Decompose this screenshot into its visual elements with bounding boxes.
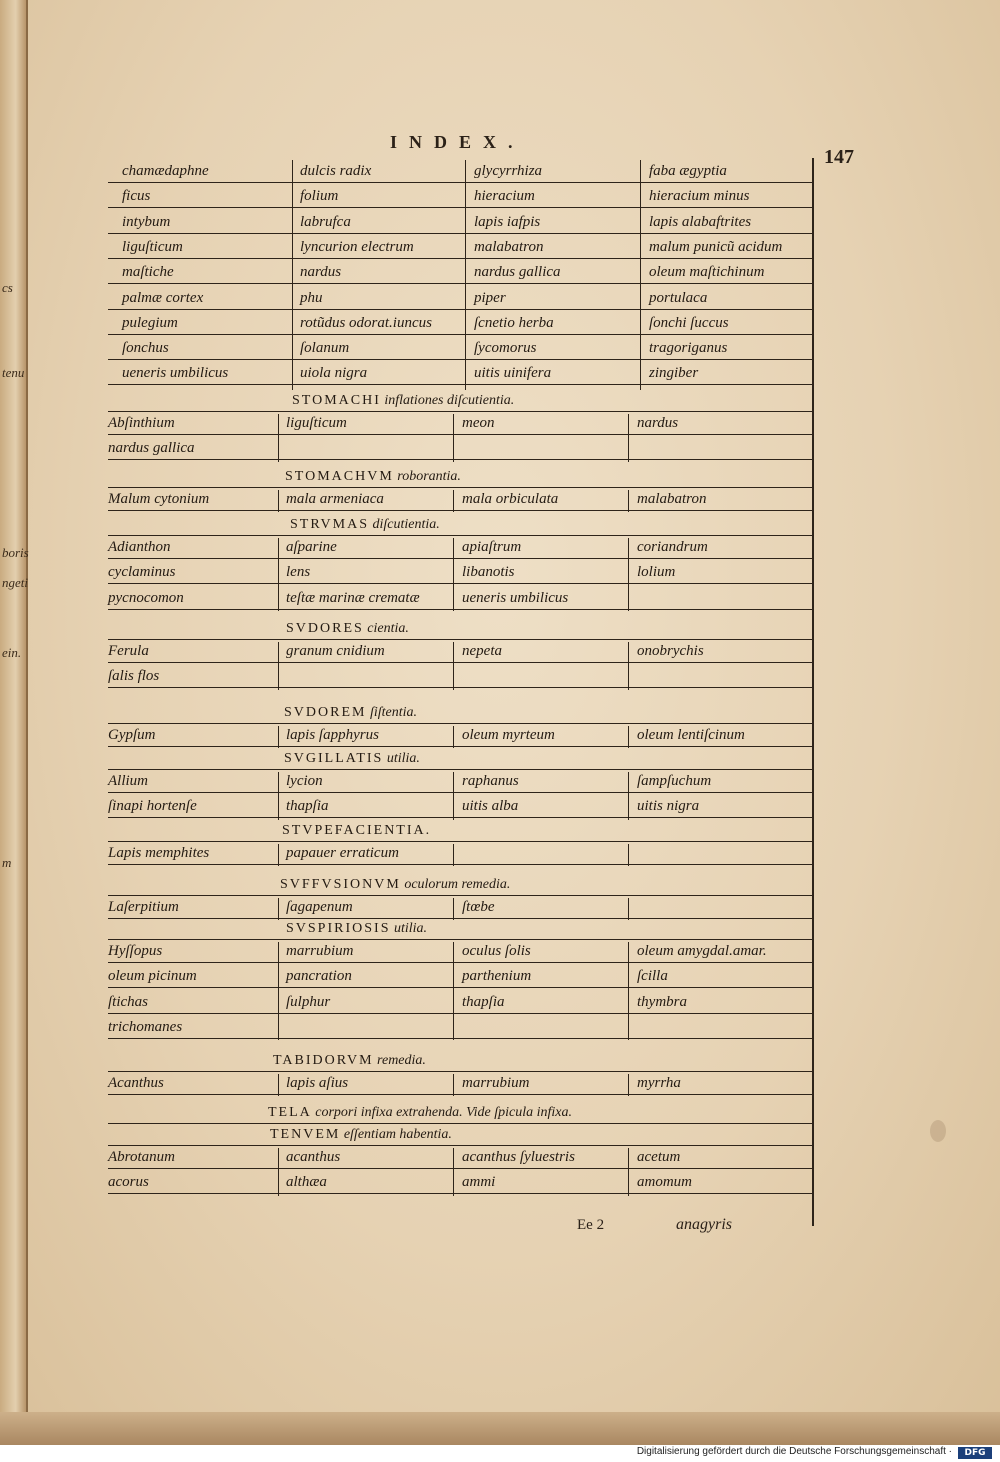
column-rule [278,1148,279,1196]
section-heading [270,1126,452,1144]
index-entry: intybum [122,213,171,230]
column-rule [628,772,629,820]
index-entry: lapis alabaftrites [649,213,752,230]
section-qualifier: roborantia. [393,469,461,484]
column-rule [278,642,279,690]
section-keyword: TENVEM [270,1127,341,1142]
column-rule [453,844,454,866]
index-entry: dulcis radix [300,163,372,179]
index-entry: ueneris umbilicus [122,365,229,382]
section-keyword: SVDOREM [284,705,367,720]
row-rule [108,817,812,818]
index-entry: chamædaphne [122,163,209,179]
section-keyword: STOMACHI [292,393,381,408]
column-rule [278,538,279,611]
index-entry: ſagapenum [286,899,353,915]
row-rule [108,918,812,919]
index-entry: amomum [637,1174,692,1191]
column-rule [278,726,279,748]
section-heading [273,1052,426,1070]
row-rule [108,283,812,284]
index-entry: lens [286,564,311,581]
column-rule [453,490,454,512]
index-entry: ſtœbe [462,899,495,915]
row-rule [108,182,812,183]
index-entry: nepeta [462,643,502,659]
running-head: INDEX. [390,132,525,152]
section-heading [268,1104,572,1122]
index-entry: cyclaminus [108,564,176,581]
page-bottom-edge [0,1412,1000,1445]
index-entry: thymbra [637,993,687,1010]
index-entry: oleum lentiſcinum [637,727,745,743]
index-entry: uiola nigra [300,365,368,382]
index-entry: zingiber [649,365,699,382]
column-rule [453,898,454,920]
left-page-fragment: ngeti [2,575,28,590]
index-entry: oleum maſtichinum [649,264,765,281]
index-entry: ſonchi ſuccus [649,314,729,331]
index-entry: Ferula [108,643,149,659]
section-qualifier: diſcutientia. [369,517,440,532]
row-rule [108,895,812,896]
index-entry: oculus ſolis [462,943,531,959]
section-qualifier: eſſentiam habentia. [340,1127,452,1142]
row-rule [108,583,812,584]
index-entry: ſcnetio herba [474,314,554,331]
row-rule [108,411,812,412]
row-rule [108,746,812,747]
section-qualifier: inflationes diſcutientia. [380,393,515,408]
row-rule [108,723,812,724]
index-entry: ſampſuchum [637,773,712,789]
index-entry: malabatron [637,491,707,507]
index-entry: raphanus [462,773,519,789]
index-entry: pycnocomon [108,589,184,606]
left-page-fragment: m [2,855,12,870]
index-entry: marrubium [462,1075,530,1091]
index-entry: ſonchus [122,340,169,357]
column-rule [453,942,454,1040]
index-entry: glycyrrhiza [474,163,543,179]
column-rule [628,642,629,690]
left-page-fragment: ein. [2,645,22,660]
section-qualifier: cientia. [363,621,409,636]
index-entry: ueneris umbilicus [462,589,569,606]
row-rule [108,639,812,640]
row-rule [108,207,812,208]
section-heading [282,822,431,840]
section-heading [290,516,440,534]
section-keyword: SVFFVSIONVM [280,877,401,892]
row-rule [108,1038,812,1039]
index-entry: ammi [462,1174,496,1191]
index-entry: ſtichas [108,993,148,1010]
section-keyword: SVSPIRIOSIS [286,921,391,936]
row-rule [108,334,812,335]
section-heading [284,704,417,722]
index-entry: ſinapi hortenſe [108,798,197,815]
column-rule [278,942,279,1040]
section-qualifier: utilia. [390,921,428,936]
index-entry: malum punicũ acidum [649,238,783,255]
index-entry: thapſia [286,798,329,815]
section-heading [284,750,420,768]
section-heading [286,620,409,638]
index-entry: Lapis memphites [108,845,210,861]
index-entry: malabatron [474,238,544,255]
column-rule [453,772,454,820]
index-entry: piper [474,289,506,306]
page-number: 147 [824,146,854,168]
signature-mark: Ee 2 [577,1217,605,1233]
row-rule [108,864,812,865]
index-entry: ficus [122,188,151,205]
row-rule [108,987,812,988]
index-entry: Laſerpitium [108,899,179,915]
index-entry: Abſinthium [108,415,175,431]
left-page-fragment: boris [2,545,29,560]
section-qualifier: remedia. [373,1053,426,1068]
index-entry: myrrha [637,1075,681,1091]
index-entry: tragoriganus [649,340,728,357]
index-entry: ſulphur [286,993,331,1010]
index-entry: acanthus [286,1149,341,1165]
index-entry: onobrychis [637,643,704,659]
row-rule [108,535,812,536]
index-entry: oleum amygdal.amar. [637,943,767,959]
section-keyword: STVPEFACIENTIA. [282,823,432,838]
index-entry: palmæ cortex [122,289,204,306]
row-rule [108,1071,812,1072]
index-entry: coriandrum [637,539,708,555]
column-rule [278,490,279,512]
section-heading [286,920,427,938]
index-entry: pulegium [122,314,178,331]
index-entry: lapis aſius [286,1075,349,1091]
index-entry: Gypſum [108,727,156,743]
paper-stain [930,1120,946,1142]
index-entry: granum cnidium [286,643,385,659]
section-keyword: TABIDORVM [273,1053,374,1068]
column-rule [278,898,279,920]
column-rule [453,1074,454,1096]
index-entry: rotũdus odorat.iuncus [300,314,432,331]
index-entry: Adianthon [108,539,171,555]
index-entry: lapis iafpis [474,213,541,230]
column-rule [640,160,641,390]
row-rule [108,1145,812,1146]
row-rule [108,1094,812,1095]
index-entry: uitis nigra [637,798,700,815]
index-entry: liguſticum [122,238,183,255]
left-page-fragment: cs [2,280,13,295]
index-entry: teſtæ marinæ crematæ [286,589,420,606]
column-rule [292,160,293,390]
index-entry: uitis alba [462,798,519,815]
index-entry: acetum [637,1149,681,1165]
index-entry: labrufca [300,213,351,230]
index-entry: liguſticum [286,415,347,431]
section-keyword: SVGILLATIS [284,751,384,766]
index-entry: meon [462,415,495,431]
section-heading [280,876,510,894]
column-rule [278,844,279,866]
index-entry: hieracium [474,188,535,205]
index-entry: nardus [637,415,679,431]
row-rule [108,258,812,259]
catchword: anagyris [676,1216,732,1233]
column-rule [628,538,629,611]
section-keyword: SVDORES [286,621,364,636]
index-entry: lolium [637,564,676,581]
row-rule [108,1013,812,1014]
index-entry: aſparine [286,539,337,555]
column-rule [628,414,629,462]
section-heading [292,392,514,410]
index-entry: marrubium [286,943,354,959]
index-entry: oleum picinum [108,968,197,985]
column-rule [628,898,629,920]
row-rule [108,510,812,511]
index-entry: Acanthus [108,1075,164,1091]
index-entry: phu [300,289,323,306]
section-keyword: STRVMAS [290,517,370,532]
column-rule [465,160,466,390]
index-entry: trichomanes [108,1018,183,1035]
index-entry: pancration [286,968,352,985]
row-rule [108,1168,812,1169]
row-rule [108,662,812,663]
row-rule [108,359,812,360]
row-rule [108,792,812,793]
dfg-logo: DFG [958,1447,992,1459]
left-page-edge [0,0,28,1445]
index-entry: thapſia [462,993,505,1010]
section-keyword: TELA [268,1105,312,1120]
index-entry: parthenium [462,968,532,985]
index-entry: papauer erraticum [286,845,399,861]
column-rule [453,726,454,748]
index-entry: nardus gallica [474,264,561,281]
column-rule [628,726,629,748]
column-rule [628,1074,629,1096]
column-rule [628,1148,629,1196]
column-rule [628,490,629,512]
row-rule [108,609,812,610]
row-rule [108,233,812,234]
index-entry: mala orbiculata [462,491,559,507]
section-qualifier: corpori infixa extrahenda. Vide ſpicula infixa. [311,1105,573,1120]
section-qualifier: oculorum remedia. [400,877,511,892]
row-rule [108,487,812,488]
index-entry: Allium [108,773,148,789]
row-rule [108,434,812,435]
column-rule [278,414,279,462]
row-rule [108,687,812,688]
index-entry: lycion [286,773,323,789]
table-right-frame [812,158,814,1226]
index-entry: hieracium minus [649,188,750,205]
row-rule [108,558,812,559]
index-entry: Malum cytonium [108,491,210,507]
index-entry: Hyſſopus [108,943,163,959]
left-page-fragment: tenu [2,365,25,380]
index-entry: oleum myrteum [462,727,555,743]
index-entry: nardus gallica [108,440,195,457]
column-rule [453,414,454,462]
index-entry: mala armeniaca [286,491,384,507]
section-keyword: STOMACHVM [285,469,394,484]
row-rule [108,459,812,460]
index-entry: lapis ſapphyrus [286,727,379,743]
index-entry: acanthus ſyluestris [462,1149,575,1165]
index-entry: faba ægyptia [649,163,727,179]
index-entry: portulaca [649,289,708,306]
row-rule [108,384,812,385]
section-qualifier: utilia. [383,751,420,766]
row-rule [108,962,812,963]
index-entry: acorus [108,1174,149,1191]
column-rule [628,844,629,866]
index-entry: nardus [300,264,342,281]
index-entry: Abrotanum [108,1149,175,1165]
index-entry: libanotis [462,564,515,581]
row-rule [108,769,812,770]
index-entry: folium [300,188,339,205]
index-entry: ſalis flos [108,668,160,685]
row-rule [108,841,812,842]
column-rule [453,1148,454,1196]
column-rule [453,538,454,611]
index-entry: uitis uinifera [474,365,552,382]
index-entry: ſycomorus [474,340,537,357]
row-rule [108,309,812,310]
index-entry: ſcilla [637,968,668,985]
section-qualifier: ſiſtentia. [366,705,418,720]
index-entry: ſolanum [300,340,350,357]
row-rule [108,1193,812,1194]
column-rule [278,772,279,820]
column-rule [278,1074,279,1096]
footer-credit: Digitalisierung gefördert durch die Deutsche Forschungsgemeinschaft · [636,1446,952,1457]
index-entry: lyncurion electrum [300,238,414,255]
row-rule [108,1123,812,1124]
index-entry: apiaſtrum [462,539,522,555]
section-heading [285,468,461,486]
column-rule [628,942,629,1040]
row-rule [108,939,812,940]
index-entry: maſtiche [122,264,174,281]
index-entry: althæa [286,1174,327,1191]
column-rule [453,642,454,690]
